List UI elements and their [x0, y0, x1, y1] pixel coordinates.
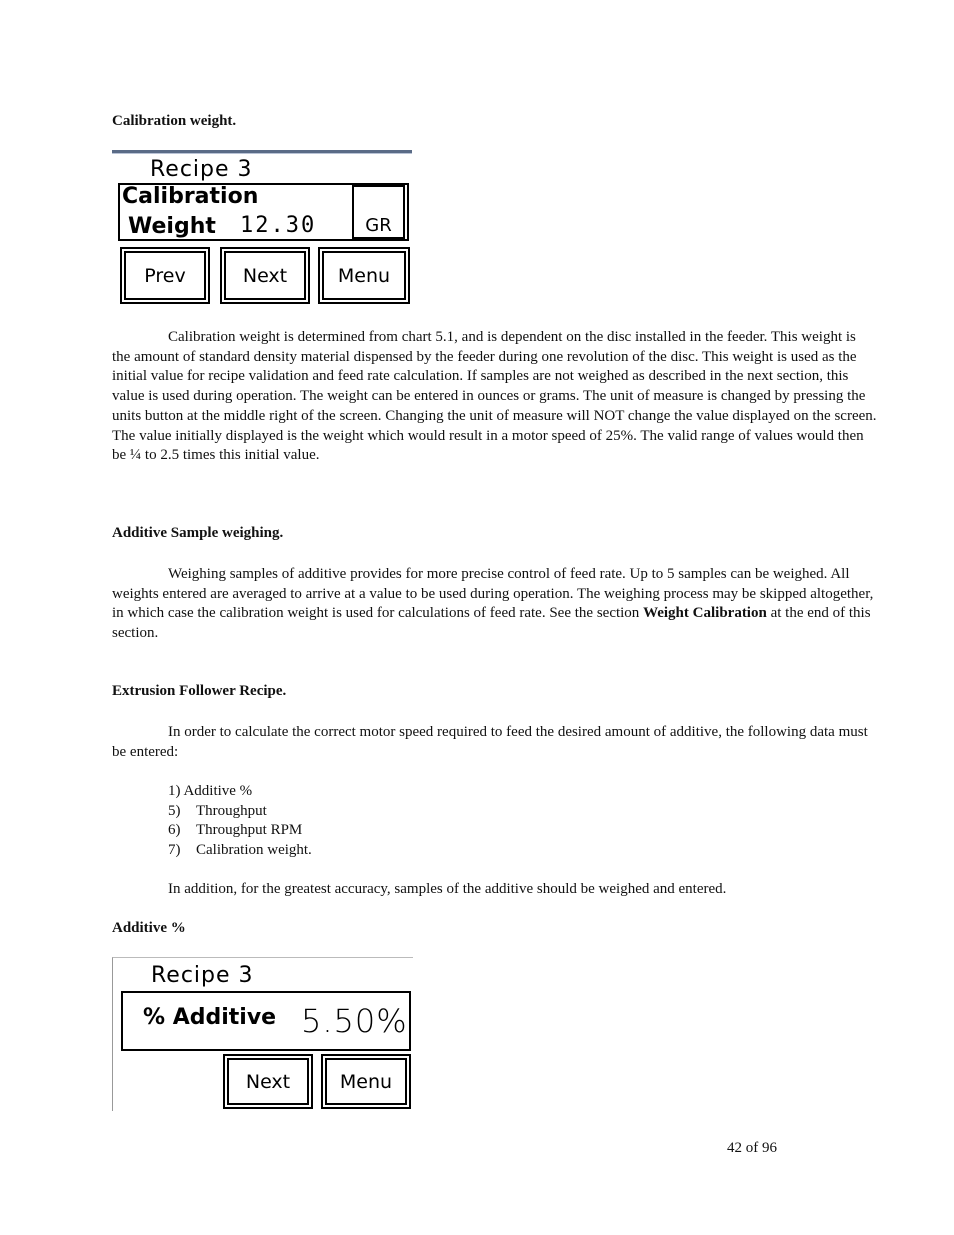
list-text: Additive % — [183, 783, 253, 799]
additive-sample-paragraph — [112, 565, 877, 644]
next-button-label: Next — [224, 251, 306, 300]
list-item — [168, 802, 312, 822]
required-data-list — [168, 782, 312, 861]
next-button[interactable] — [223, 1054, 313, 1109]
menu-button[interactable] — [321, 1054, 411, 1109]
prev-button-label: Prev — [124, 251, 206, 300]
list-text: Calibration weight. — [196, 842, 312, 859]
list-num: 1) — [168, 783, 181, 799]
extrusion-closing: In addition, for the greatest accuracy, samples of the additive should be weighed and entered. — [168, 881, 727, 897]
additive-sample-text-1: Weighing samples of additive provides for more precise control of feed rate. Up to 5 samples can be weighed. All weights entered are averaged to arrive at a value to be used during operation. The weighing process may be skipped altogether, in which case the calibration weight is used for calculations of feed rate. See the section — [112, 566, 874, 622]
prev-button[interactable] — [120, 247, 210, 304]
screen-top-border — [112, 150, 412, 154]
menu-button-label: Menu — [325, 1058, 407, 1105]
heading-extrusion-follower: Extrusion Follower Recipe. — [112, 683, 287, 699]
list-item — [168, 782, 312, 802]
heading-additive-percent: Additive % — [112, 920, 186, 936]
calibration-paragraph: Calibration weight is determined from chart 5.1, and is dependent on the disc installed in the feeder. This weight is the amount of standard density material dispensed by the feeder during one revolution of the disc. This weight is used as the initial value for recipe validation and feed rate calculation. If samples are not weighed as described in the next section, this value is used during operation. The weight can be entered in ounces or grams. The unit of measure is changed by pressing the units button at the middle right of the screen. Changing the unit of measure will NOT change the value displayed on the screen. The value initially displayed is the weight which would result in a motor speed of 25%. The valid range of values would then be ¼ to 2.5 times this initial value. — [112, 329, 877, 464]
page-number: 42 of 96 — [727, 1140, 777, 1156]
additive-percent-screen — [112, 957, 413, 1111]
next-button[interactable] — [220, 247, 310, 304]
list-text: Throughput — [196, 802, 267, 819]
screen-title: Recipe 3 — [151, 963, 254, 988]
heading-calibration-weight: Calibration weight. — [112, 113, 237, 129]
heading-additive-sample: Additive Sample weighing. — [112, 525, 284, 541]
additive-sample-text-2: at the end of this section. — [112, 605, 871, 642]
calibration-weight-value[interactable]: 12.30 — [240, 213, 317, 238]
menu-button[interactable] — [318, 247, 410, 304]
list-num: 7) — [168, 842, 181, 859]
units-button[interactable]: GR — [352, 185, 405, 239]
list-num: 6) — [168, 822, 181, 839]
menu-button-label: Menu — [322, 251, 406, 300]
weight-calibration-ref: Weight Calibration — [643, 605, 767, 622]
list-item — [168, 821, 312, 841]
field-label-line2: Weight — [128, 214, 216, 239]
list-num: 5) — [168, 802, 181, 819]
field-label: % Additive — [143, 1005, 277, 1030]
list-item — [168, 841, 312, 861]
additive-percent-value[interactable]: 5.50% — [301, 1002, 408, 1040]
next-button-label: Next — [227, 1058, 309, 1105]
list-text: Throughput RPM — [196, 822, 303, 839]
extrusion-intro: In order to calculate the correct motor speed required to feed the desired amount of additive, the following data must be entered: — [112, 724, 868, 760]
screen-title: Recipe 3 — [150, 157, 253, 182]
field-label-line1: Calibration — [122, 184, 259, 209]
calibration-weight-screen — [112, 150, 412, 306]
